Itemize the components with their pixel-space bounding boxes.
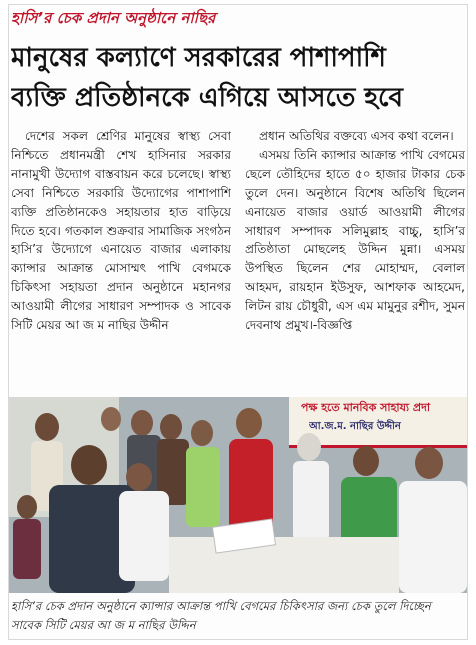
article-column-right (245, 127, 465, 395)
right-column-paragraph-2: এসময় তিনি ক্যান্সার আক্রান্ত পাখি বেগমের ছেলে তৌহিদের হাতে ৫০ হাজার টাকার চেক তুলে দেন। অনুষ্ঠানে বিশেষ অতিথি ছিলেন এনায়েত বাজার ওয়ার্ড আওয়ামী লীগের সাধারণ সম্পাদক সলিমুল্লাহ বাচ্চু, হাসি’র প্রতিষ্ঠাতা মোছলেহ উদ্দিন মুন্না। এসময় উপস্থিত ছিলেন শের মোহাম্মদ, বেলাল আহমদ, রায়হান ইউসুফ, আশফাক আহমেদ, লিটন রায় চৌধুরী, এস এম মামুনুর রশীদ, সুমন দেবনাথ প্রমুখ।-বিজ্ঞপ্তি (245, 147, 465, 333)
article-column-left (11, 127, 231, 395)
right-column-paragraph-1: প্রধান অতিথির বক্তব্যে এসব কথা বলেন। (259, 129, 454, 143)
photo-banner-name: আ.জ.ম. নাছির উদ্দীন (309, 421, 401, 432)
headline-line-2: ব্যক্তি প্রতিষ্ঠানকে এগিয়ে আসতে হবে (11, 83, 403, 113)
article-headline (11, 39, 465, 119)
photo-banner-text: পক্ষ হতে মানবিক সাহায্য প্রদা (301, 401, 431, 414)
article-kicker: হাসি’র চেক প্রদান অনুষ্ঠানে নাছির (11, 9, 216, 27)
newspaper-clipping (8, 4, 468, 640)
news-photo (9, 397, 467, 593)
photo-caption: হাসি’র চেক প্রদান অনুষ্ঠানে ক্যান্সার আক্রান্ত পাখি বেগমের চিকিৎসার জন্য চেক তুলে দিচ্ছেন সাবেক সিটি মেয়র আ জ ম নাছির উদ্দিন (11, 599, 431, 632)
left-column-text: দেশের সকল শ্রেণির মানুষের স্বাস্থ্য সেবা নিশ্চিতে প্রধানমন্ত্রী শেখ হাসিনার সরকার নানামুখী উদ্যোগ বাস্তবায়ন করে চলেছে। স্বাস্থ্য সেবা নিশ্চিতে সরকারি উদ্যোগের পাশাপাশি ব্যক্তি প্রতিষ্ঠানকেও সহায়তার হাত বাড়িয়ে দিতে হবে। গতকাল শুক্রবার সামাজিক সংগঠন হাসি’র উদ্যোগে এনায়েত বাজার এলাকায় ক্যান্সার আক্রান্ত মোসাম্মৎ পাখি বেগমকে চিকিৎসা সহায়তা প্রদান অনুষ্ঠানে মহানগর আওয়ামী লীগের সাধারণ সম্পাদক ও সাবেক সিটি মেয়র আ জ ম নাছির উদ্দীন (11, 129, 231, 333)
headline-line-1: মানুষের কল্যাণে সরকারের পাশাপাশি (11, 43, 386, 73)
